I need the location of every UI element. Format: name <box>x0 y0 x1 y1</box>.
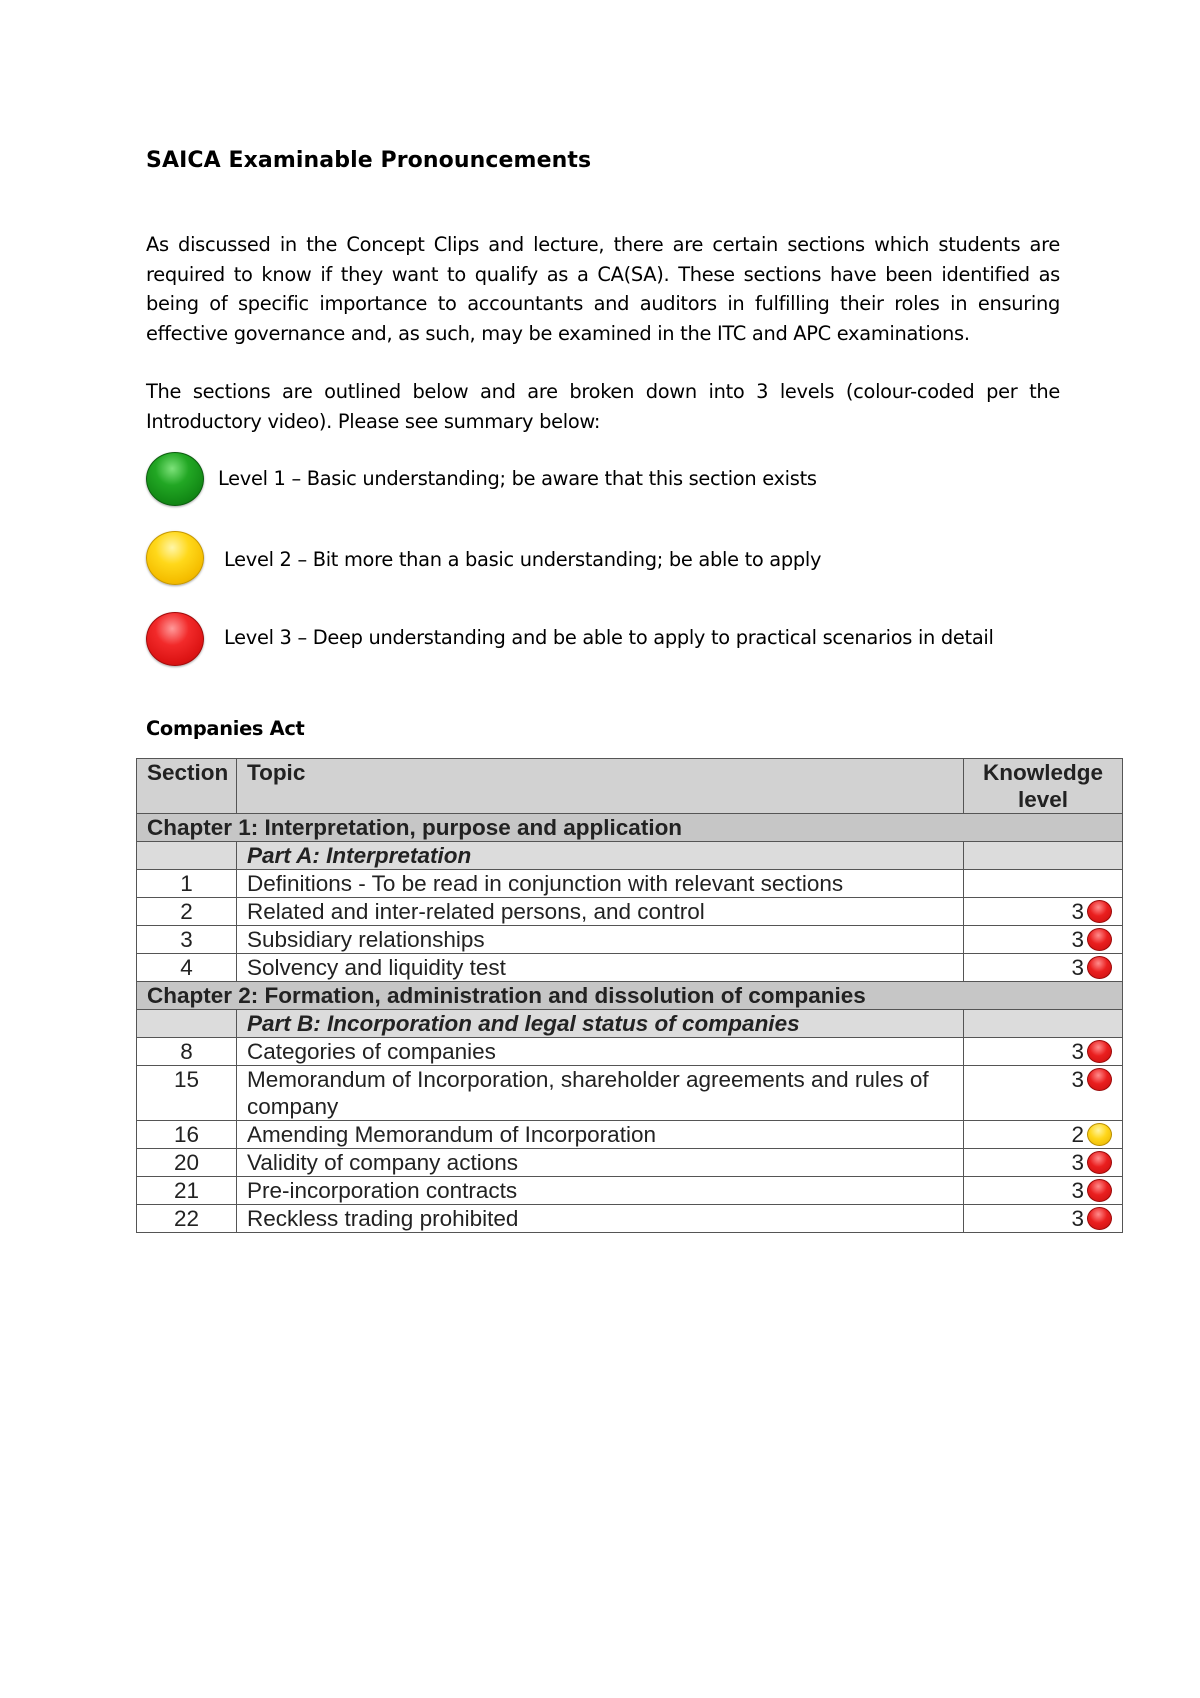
red-dot-icon <box>1087 1068 1112 1091</box>
part-level-cell <box>964 842 1123 870</box>
level-value: 3 <box>1071 1178 1084 1203</box>
section-number: 21 <box>137 1177 237 1205</box>
topic: Categories of companies <box>237 1038 964 1066</box>
knowledge-level <box>964 954 1123 982</box>
table-row <box>137 1121 1123 1149</box>
topic: Reckless trading prohibited <box>237 1205 964 1233</box>
topic: Definitions - To be read in conjunction with relevant sections <box>237 870 964 898</box>
section-number: 3 <box>137 926 237 954</box>
knowledge-level <box>964 898 1123 926</box>
table-row <box>137 870 1123 898</box>
topic: Pre-incorporation contracts <box>237 1177 964 1205</box>
legend-level-1 <box>146 452 1046 512</box>
red-dot-icon <box>1087 1207 1112 1230</box>
red-dot-icon <box>1087 900 1112 923</box>
section-number: 15 <box>137 1066 237 1121</box>
part-title: Part B: Incorporation and legal status of companies <box>237 1010 964 1038</box>
knowledge-level <box>964 1205 1123 1233</box>
level-value: 3 <box>1071 955 1084 980</box>
red-dot-icon <box>1087 928 1112 951</box>
section-number: 22 <box>137 1205 237 1233</box>
topic: Validity of company actions <box>237 1149 964 1177</box>
yellow-circle-icon <box>146 531 204 585</box>
header-topic: Topic <box>237 759 964 814</box>
section-number: 16 <box>137 1121 237 1149</box>
topic: Solvency and liquidity test <box>237 954 964 982</box>
topic: Related and inter-related persons, and control <box>237 898 964 926</box>
green-circle-icon <box>146 452 204 506</box>
level-value: 3 <box>1071 927 1084 952</box>
header-knowledge-line1: Knowledge <box>982 760 1103 785</box>
table-row <box>137 1066 1123 1121</box>
legend-level-2-text: Level 2 – Bit more than a basic understanding; be able to apply <box>224 548 822 571</box>
table-row <box>137 926 1123 954</box>
legend-level-1-text: Level 1 – Basic understanding; be aware that this section exists <box>218 467 817 490</box>
chapter-row <box>137 814 1123 842</box>
part-row <box>137 842 1123 870</box>
section-number: 20 <box>137 1149 237 1177</box>
companies-act-heading: Companies Act <box>146 717 305 740</box>
red-circle-icon <box>146 612 204 666</box>
topic: Subsidiary relationships <box>237 926 964 954</box>
companies-act-table <box>136 758 1123 1233</box>
level-value: 3 <box>1071 1039 1084 1064</box>
topic: Amending Memorandum of Incorporation <box>237 1121 964 1149</box>
header-knowledge-line2: level <box>1017 787 1069 812</box>
table-header-row <box>137 759 1123 814</box>
table-row <box>137 1149 1123 1177</box>
knowledge-level <box>964 870 1123 898</box>
table-row <box>137 898 1123 926</box>
legend-level-2 <box>146 531 1046 591</box>
knowledge-level <box>964 926 1123 954</box>
header-knowledge-level <box>964 759 1123 814</box>
red-dot-icon <box>1087 1151 1112 1174</box>
red-dot-icon <box>1087 956 1112 979</box>
header-section: Section <box>137 759 237 814</box>
document-title: SAICA Examinable Pronouncements <box>146 148 592 173</box>
level-value: 3 <box>1071 1206 1084 1231</box>
table-row <box>137 1038 1123 1066</box>
chapter-title: Chapter 1: Interpretation, purpose and application <box>137 814 1123 842</box>
level-value: 2 <box>1071 1122 1084 1147</box>
part-title: Part A: Interpretation <box>237 842 964 870</box>
red-dot-icon <box>1087 1040 1112 1063</box>
yellow-dot-icon <box>1087 1123 1112 1146</box>
table-row <box>137 954 1123 982</box>
knowledge-level <box>964 1149 1123 1177</box>
legend-level-3-text: Level 3 – Deep understanding and be able to apply to practical scenarios in detail <box>224 626 994 649</box>
part-row <box>137 1010 1123 1038</box>
part-section-cell <box>137 1010 237 1038</box>
level-value: 3 <box>1071 1067 1084 1092</box>
legend-level-3 <box>146 612 1046 672</box>
knowledge-level <box>964 1121 1123 1149</box>
knowledge-level <box>964 1038 1123 1066</box>
levels-paragraph: The sections are outlined below and are broken down into 3 levels (colour-coded per the Introductory video). Please see summary below: <box>146 380 1060 433</box>
level-value: 3 <box>1071 1150 1084 1175</box>
chapter-row <box>137 982 1123 1010</box>
chapter-title: Chapter 2: Formation, administration and dissolution of companies <box>137 982 1123 1010</box>
table-row <box>137 1205 1123 1233</box>
section-number: 8 <box>137 1038 237 1066</box>
part-section-cell <box>137 842 237 870</box>
table-row <box>137 1177 1123 1205</box>
section-number: 2 <box>137 898 237 926</box>
topic: Memorandum of Incorporation, shareholder agreements and rules of company <box>237 1066 964 1121</box>
section-number: 1 <box>137 870 237 898</box>
red-dot-icon <box>1087 1179 1112 1202</box>
part-level-cell <box>964 1010 1123 1038</box>
level-value: 3 <box>1071 899 1084 924</box>
section-number: 4 <box>137 954 237 982</box>
knowledge-level <box>964 1177 1123 1205</box>
knowledge-level <box>964 1066 1123 1121</box>
intro-paragraph: As discussed in the Concept Clips and lecture, there are certain sections which students are required to know if they want to qualify as a CA(SA). These sections have been identified as being of specific importance to accountants and auditors in fulfilling their roles in ensuring effective governance and, as such, may be examined in the ITC and APC examinations. <box>146 233 1060 345</box>
